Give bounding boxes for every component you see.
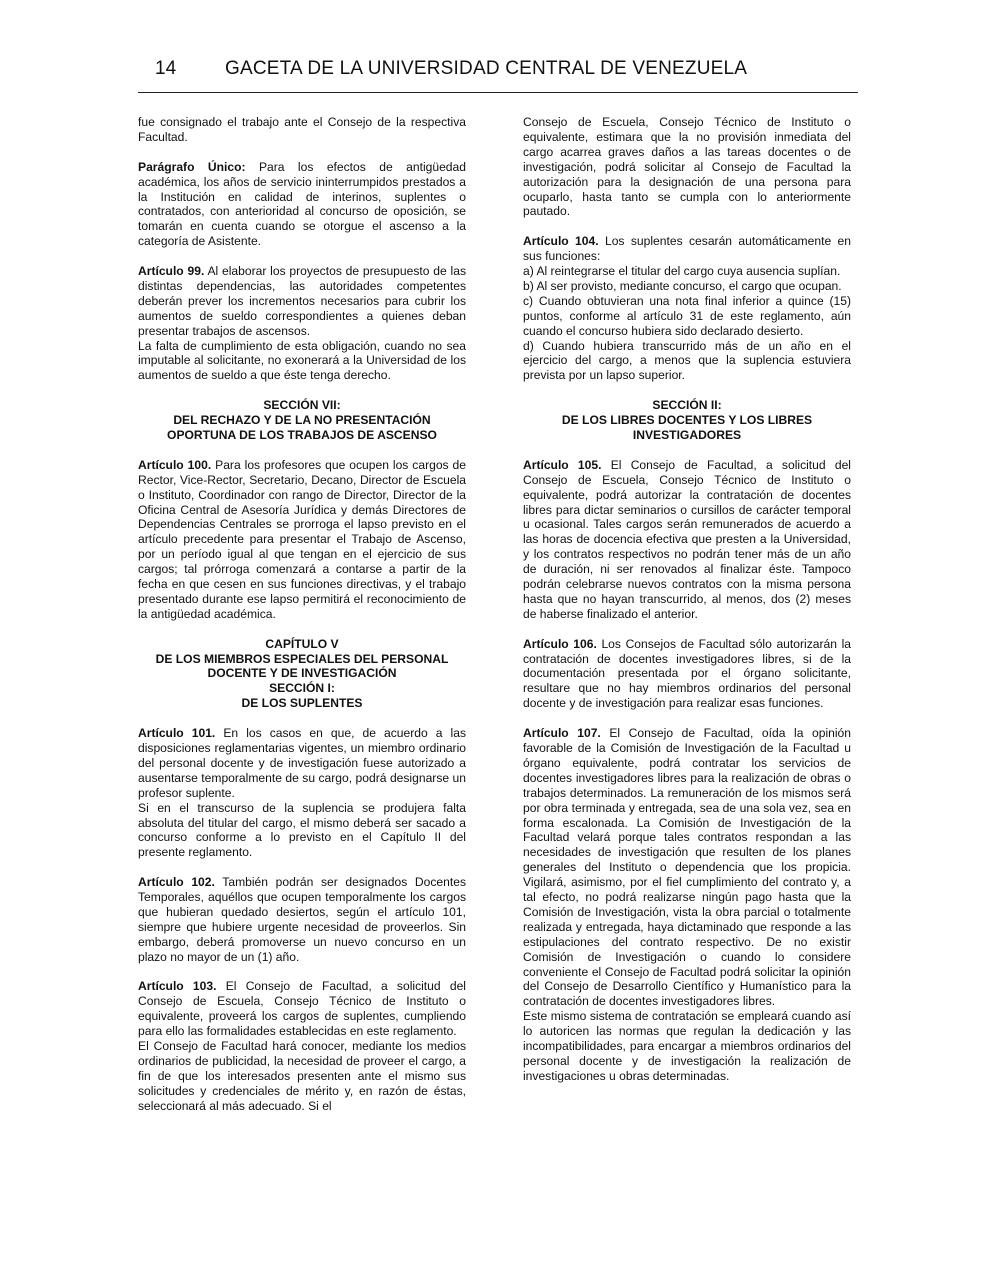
article-99-label: Artículo 99. <box>138 264 205 279</box>
section-ii-heading <box>523 398 851 443</box>
header-divider <box>138 92 858 93</box>
article-101-label: Artículo 101. <box>138 726 216 741</box>
article-105-text: El Consejo de Facultad, a solicitud del Consejo de Escuela, Consejo Técnico de Instituto o equivalente, podrá autorizar la contratación de docentes libres para dictar seminarios o cursillos de carácter temporal u ocasional. Tales cargos serán remunerados de acuerdo a las horas de docencia efectiva que presten a la Universidad, y los contratos respectivos no podrán tener más de un año de duración, ni ser renovados al finalizar éste. Tampoco podrán celebrarse nuevos contratos con la misma persona hasta que no hayan transcurrido, al menos, dos (2) meses de haberse finalizado el anterior. <box>523 457 851 621</box>
section-vii-heading <box>138 398 466 443</box>
chapter-v-title: CAPÍTULO V <box>265 636 339 651</box>
article-103-continuation: Consejo de Escuela, Consejo Técnico de Instituto o equivalente, estimara que la no provisión inmediata del cargo acarrea graves daños a las tareas docentes o de investigación, podrá solicitar al Consejo de Facultad la autorización para la designación de una persona para ocuparlo, hasta tanto se cumpla con lo anteriormente pautado. <box>523 115 851 219</box>
article-106-text: Los Consejos de Facultad sólo autorizarán la contratación de docentes investigadores libres, si de la documentación presentada por el órgano solicitante, resultare que no hay miembros ordinarios del personal docente y de investigación para realizar esas funciones. <box>523 636 851 711</box>
gazette-title: GACETA DE LA UNIVERSIDAD CENTRAL DE VENEZUELA <box>225 58 748 79</box>
article-104-text: Los suplentes cesarán automáticamente en sus funciones: <box>523 234 851 264</box>
section-vii-subtitle-1: DEL RECHAZO Y DE LA NO PRESENTACIÓN <box>173 413 431 428</box>
article-102-text: También podrán ser designados Docentes Temporales, aquéllos que ocupen temporalmente los cargos que hubieran quedado desiertos, según el artículo 101, siempre que hubiere urgente necesidad de proveerlos. Sin embargo, deberá promoverse un nuevo concurso en un plazo no mayor de un (1) año. <box>138 875 466 964</box>
section-vii-title: SECCIÓN VII: <box>263 398 341 413</box>
article-102-label: Artículo 102. <box>138 875 215 890</box>
article-105-label: Artículo 105. <box>523 457 602 472</box>
article-107 <box>523 726 851 1009</box>
article-102 <box>138 875 466 964</box>
article-105 <box>523 458 851 622</box>
article-107-label: Artículo 107. <box>523 726 601 741</box>
article-103-text-2: El Consejo de Facultad hará conocer, mediante los medios ordinarios de publicidad, la necesidad de proveer el cargo, a fin de que los interesados presenten ante el mismo sus solicitudes y credenciales de mérito y, en razón de éstas, seleccionará al más adecuado. Si el <box>138 1039 466 1113</box>
chapter-v-subtitle-2: DOCENTE Y DE INVESTIGACIÓN <box>207 666 397 681</box>
section-i-title: SECCIÓN I: <box>269 681 335 696</box>
article-99-text: Al elaborar los proyectos de presupuesto de las distintas dependencias, las autoridades competentes deberán prever los incrementos necesarios para cubrir los aumentos de sueldo correspondientes a quienes deban presentar trabajos de ascensos. <box>138 264 466 338</box>
section-ii-title: SECCIÓN II: <box>652 398 722 413</box>
paragrafo-unico-text: Para los efectos de antigüedad académica, los años de servicio ininterrumpidos prestados a la Institución en calidad de interinos, suplentes o contratados, con anterioridad al concurso de oposición, se tomarán en cuenta cuando se otorgue el ascenso a la categoría de Asistente. <box>138 159 466 249</box>
article-106-label: Artículo 106. <box>523 636 597 651</box>
page-number: 14 <box>155 58 177 79</box>
article-99 <box>138 264 466 339</box>
article-101 <box>138 726 466 801</box>
left-column <box>138 115 466 1114</box>
chapter-v-subtitle-1: DE LOS MIEMBROS ESPECIALES DEL PERSONAL <box>155 651 449 666</box>
section-i-subtitle: DE LOS SUPLENTES <box>241 696 363 711</box>
paragrafo-unico <box>138 160 466 249</box>
article-107-text-2: Este mismo sistema de contratación se empleará cuando así lo autoricen las normas que regulan la dedicación y las incompatibilidades, para encargar a miembros ordinarios del personal docente y de investigación la realización de investigaciones u obras determinadas. <box>523 1009 851 1083</box>
article-103 <box>138 979 466 1039</box>
article-100 <box>138 458 466 622</box>
article-104-item-d: d) Cuando hubiera transcurrido más de un año en el ejercicio del cargo, a menos que la suplencia estuviera prevista por un lapso superior. <box>523 338 851 383</box>
section-ii-subtitle-2: INVESTIGADORES <box>632 428 742 442</box>
article-101-text: En los casos en que, de acuerdo a las disposiciones reglamentarias vigentes, un miembro ordinario del personal docente y de investigación fuese autorizado a ausentarse temporalmente de su cargo, podrá designarse un profesor suplente. <box>138 726 466 800</box>
paragrafo-unico-label: Parágrafo Único: <box>138 159 246 174</box>
article-103-text: El Consejo de Facultad, a solicitud del Consejo de Escuela, Consejo Técnico de Instituto o equivalente, proveerá los cargos de suplentes, cumpliendo para ello las formalidades establecidas en este reglamento. <box>138 979 466 1039</box>
section-ii-subtitle-1: DE LOS LIBRES DOCENTES Y LOS LIBRES <box>561 413 813 428</box>
article-106 <box>523 637 851 712</box>
article-100-label: Artículo 100. <box>138 457 212 472</box>
section-vii-subtitle-2: OPORTUNA DE LOS TRABAJOS DE ASCENSO <box>167 427 437 442</box>
article-101-text-2: Si en el transcurso de la suplencia se produjera falta absoluta del titular del cargo, el mismo deberá ser sacado a concurso conforme a lo previsto en el Capítulo II del presente reglamento. <box>138 800 466 860</box>
chapter-v-heading <box>138 637 466 712</box>
article-103-label: Artículo 103. <box>138 979 217 994</box>
page-header <box>138 56 858 82</box>
article-104-item-a: a) Al reintegrarse el titular del cargo cuya ausencia suplían. <box>523 264 841 279</box>
article-99-text-2: La falta de cumplimiento de esta obligación, cuando no sea imputable al solicitante, no exonerará a la Universidad de los aumentos de sueldo a que éste tenga derecho. <box>138 338 466 383</box>
article-104-item-c: c) Cuando obtuvieran una nota final inferior a quince (15) puntos, conforme al artículo 31 de este reglamento, aún cuando el concurso hubiera sido declarado desierto. <box>523 293 851 338</box>
right-column <box>523 115 851 1084</box>
article-104-label: Artículo 104. <box>523 234 599 249</box>
article-104 <box>523 234 851 264</box>
article-100-text: Para los profesores que ocupen los cargos de Rector, Vice-Rector, Secretario, Decano, Director de Escuela o Instituto, Coordinador con rango de Director, Director de la Oficina Central de Asesoría Jurídica y demás Directores de Dependencias Centrales se prorroga el lapso previsto en el artículo precedente para presentar el Trabajo de Ascenso, por un período igual al que tengan en el ejercicio de sus cargos; tal prórroga comenzará a contarse a partir de la fecha en que cesen en sus funciones directivas, y el trabajo presentado durante ese lapso permitirá el reconocimiento de la antigüedad académica. <box>138 457 466 621</box>
article-104-item-b: b) Al ser provisto, mediante concurso, el cargo que ocupan. <box>523 278 842 293</box>
intro-paragraph: fue consignado el trabajo ante el Consejo de la respectiva Facultad. <box>138 115 466 144</box>
article-107-text: El Consejo de Facultad, oída la opinión favorable de la Comisión de Investigación de la Facultad u órgano equivalente, podrá contratar los servicios de docentes investigadores libres para la realización de obras o trabajos determinados. La remuneración de los mismos será por obra terminada y entregada, sea de una sola vez, sea en forma escalonada. La Comisión de Investigación de la Facultad velará porque tales contratos respondan a las necesidades de investigación que resulten de los planes generales del Instituto o dependencia que los propicia. Vigilará, asimismo, por el fiel cumplimiento del contrato y, a tal efecto, no podrá realizarse ningún pago hasta que la Comisión de Investigación, vista la obra parcial o totalmente realizada y entregada, haya dictaminado que responde a las estipulaciones del contrato respectivo. De no existir Comisión de Investigación o cuando lo considere conveniente el Consejo de Facultad podrá solicitar la opinión del Consejo de Desarrollo Científico y Humanístico para la contratación de docentes investigadores libres. <box>523 726 852 1009</box>
